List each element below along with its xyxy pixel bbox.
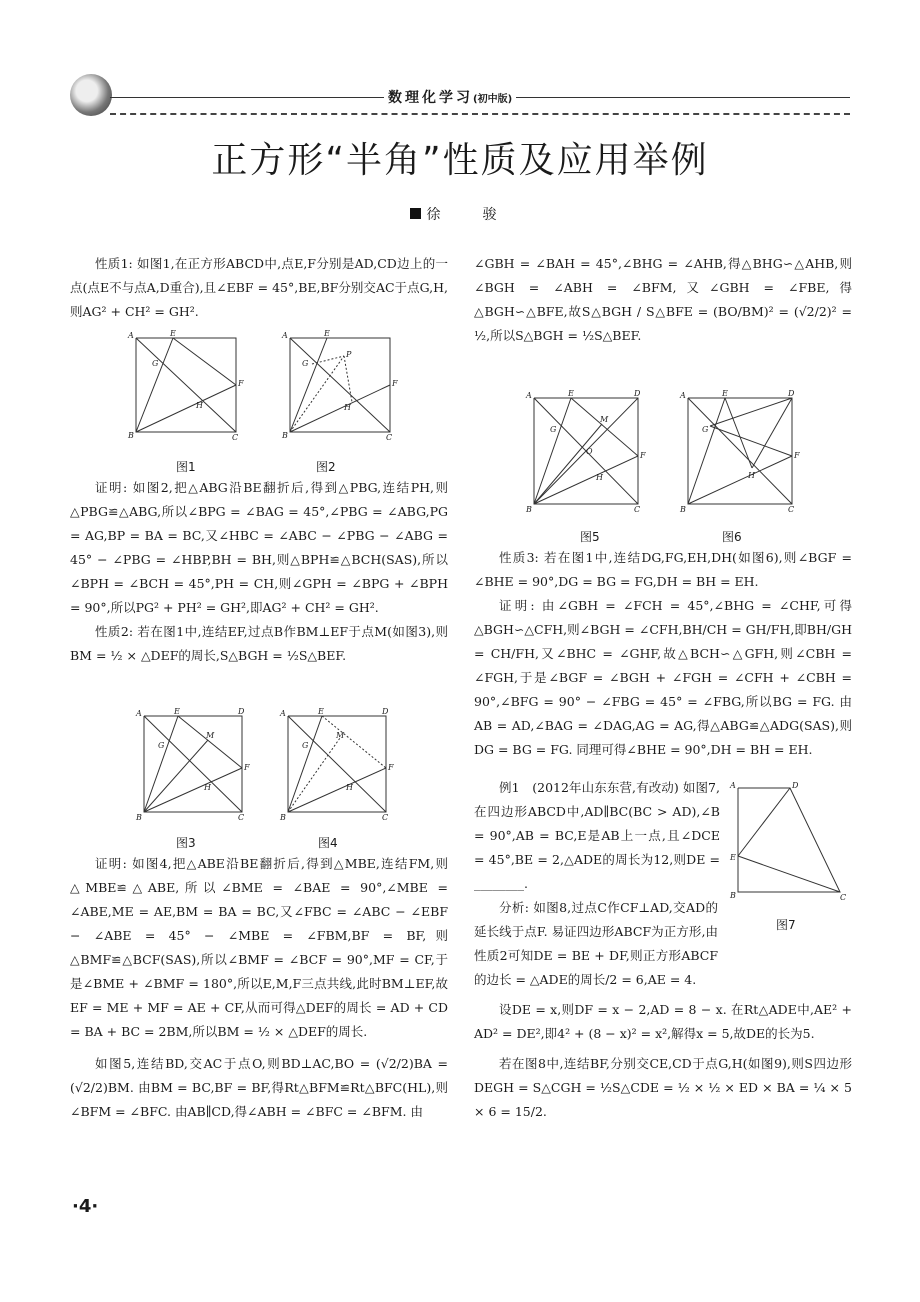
right-para-4: [474, 896, 852, 1124]
author-line: [0, 204, 920, 224]
svg-text:E: E: [170, 329, 176, 338]
magazine-edition: (初中版): [473, 94, 513, 105]
svg-text:E: E: [318, 707, 324, 716]
svg-text:C: C: [840, 893, 847, 902]
fig2-line-bf: [290, 385, 390, 432]
fig4-line-bm: [288, 738, 340, 812]
magazine-name: [384, 87, 516, 107]
left-para-1: [70, 252, 448, 324]
fig6-line-bf: [688, 456, 792, 504]
figure-6: [680, 388, 800, 513]
svg-text:B: B: [136, 813, 142, 822]
caption-fig1: 图1: [176, 460, 196, 474]
svg-text:B: B: [128, 431, 134, 440]
svg-text:C: C: [382, 813, 389, 822]
svg-text:H: H: [196, 401, 203, 410]
figure-1: [128, 330, 243, 440]
fig6-line-be: [688, 398, 725, 504]
svg-text:H: H: [748, 471, 755, 480]
svg-text:A: A: [136, 709, 142, 718]
magazine-logo-icon: [70, 74, 112, 116]
svg-text:G: G: [550, 425, 557, 434]
svg-text:E: E: [730, 853, 736, 862]
fig3-line-ef: [178, 716, 242, 768]
fig7-line-ed: [738, 788, 790, 856]
svg-text:B: B: [680, 505, 686, 514]
fig6-line-dh: [752, 398, 792, 468]
caption-fig7: 图7: [776, 918, 796, 932]
svg-text:F: F: [392, 379, 398, 388]
right-para-1: [474, 252, 852, 348]
fig6-line-dg: [710, 398, 792, 426]
fig5-line-bm: [534, 424, 602, 504]
solution-text: 设DE = x,则DF = x − 2,AD = 8 − x. 在Rt△ADE中,AE² + AD² = DE²,即4² + (8 − x)² = x²,解得x = 5,故DE的长为5.: [474, 1002, 852, 1041]
caption-fig6: 图6: [722, 530, 742, 544]
svg-text:F: F: [238, 379, 244, 388]
right-para-3: [474, 776, 720, 896]
figure-3: [136, 708, 251, 820]
svg-text:F: F: [388, 763, 394, 772]
svg-text:B: B: [280, 813, 286, 822]
page-number: ·4·: [72, 1196, 99, 1217]
svg-text:F: F: [794, 451, 800, 460]
fig1-line-ac: [136, 338, 236, 432]
left-para-3: [70, 852, 448, 1124]
proof-1-text: 证明: 如图2,把△ABG沿BE翻折后,得到△PBG,连结PH,则△PBG≌△ABG,所以∠BPG = ∠BAG = 45°,∠PBG = ∠ABG,PG = AG,BP = BA = BC,又∠HBC = ∠ABC − ∠PBG − ∠ABG = 45° − ∠PBG = ∠HBP,BH = BH,则△BPH≌△BCH(SAS),所以∠BPH = ∠BCH = 45°,PH = CH,则∠GPH = ∠BPG + ∠BPH = 90°,所以PG² + PH² = GH²,即AG² + CH² = GH².: [70, 480, 448, 615]
svg-text:D: D: [382, 707, 389, 716]
svg-text:A: A: [282, 331, 288, 340]
svg-text:H: H: [204, 783, 211, 792]
fig2-line-be: [290, 338, 327, 432]
svg-text:H: H: [346, 783, 353, 792]
svg-text:D: D: [634, 389, 641, 398]
fig4-line-ef: [322, 716, 386, 768]
svg-text:D: D: [788, 389, 795, 398]
svg-text:A: A: [128, 331, 134, 340]
fig1-line-bf: [136, 385, 236, 432]
fig4-line-bf: [288, 768, 386, 812]
square-bullet-icon: [410, 208, 421, 219]
svg-text:G: G: [158, 741, 165, 750]
proof-3-text: 证明: 由∠GBH = ∠FCH = 45°,∠BHG = ∠CHF,可得△BGH∽△CFH,则∠BGH = ∠CFH,BH/CH = GH/FH,即BH/GH = CH/FH,又∠BHC = ∠GHF,故△BCH∽△GFH,则∠CBH = ∠FGH,于是∠BGF = ∠BGH + ∠FGH = ∠CFH + ∠CBH = 90°,∠BFG = 90° − ∠FBG = 45° = ∠FBG,所以BG = FG. 由AB = AD,∠BAG = ∠DAG,AG = AG,得△ABG≌△ADG(SAS),则DG = BG = FG. 同理可得∠BHE = 90°,DH = BH = EH.: [474, 598, 852, 757]
fig2-line-ac: [290, 338, 390, 432]
fig5-line-be: [534, 398, 571, 504]
svg-text:F: F: [244, 763, 250, 772]
figure-4: [280, 708, 395, 820]
svg-text:M: M: [336, 731, 345, 740]
svg-text:D: D: [238, 707, 245, 716]
fig3-line-bf: [144, 768, 242, 812]
similarity-text: ∠GBH = ∠BAH = 45°,∠BHG = ∠AHB,得△BHG∽△AHB,则∠BGH = ∠ABH = ∠BFM,又∠GBH = ∠FBE,得△BGH∽△BFE,故S△BGH / S△BFE = (BO/BM)² = (√2/2)² = ½,所以S△BGH = ½S△BEF.: [474, 256, 852, 343]
svg-text:A: A: [730, 781, 736, 790]
svg-text:A: A: [680, 391, 686, 400]
fig1-line-ef: [173, 338, 236, 385]
example-1-text: 例1 (2012年山东东营,有改动) 如图7,在四边形ABCD中,AD∥BC(BC > AD),∠B = 90°,AB = BC,E是AB上一点,且∠DCE = 45°,BE = 2,△ADE的周长为12,则DE = ________.: [474, 780, 720, 891]
svg-text:B: B: [730, 891, 736, 900]
analysis-text: 分析: 如图8,过点C作CF⊥AD,交AD的延长线于点F. 易证四边形ABCF为正方形,由性质2可知DE = BE + DF,则正方形ABCF的边长 = △ADE的周长/2 = 6,AE = 4.: [474, 900, 718, 987]
caption-fig2: 图2: [316, 460, 336, 474]
figure-7: [728, 778, 852, 902]
svg-text:O: O: [586, 447, 593, 456]
fig5-discussion-text: 如图5,连结BD,交AC于点O,则BD⊥AC,BO = (√2/2)BA = (√2/2)BM. 由BM = BC,BF = BF,得Rt△BFM≌Rt△BFC(HL),则∠BFM = ∠BFC. 由AB∥CD,得∠ABH = ∠BFC = ∠BFM. 由: [70, 1056, 448, 1119]
svg-text:G: G: [152, 359, 159, 368]
header-dashed-rule: [110, 113, 850, 115]
svg-text:E: E: [568, 389, 574, 398]
svg-text:P: P: [346, 350, 352, 359]
svg-text:C: C: [232, 433, 239, 442]
svg-text:D: D: [792, 781, 799, 790]
extension-text: 若在图8中,连结BF,分别交CE,CD于点G,H(如图9),则S四边形DEGH = S△CGH = ½S△CDE = ½ × ½ × ED × BA = ¼ × 5 × 6 = 15/2.: [474, 1056, 852, 1119]
caption-fig3: 图3: [176, 836, 196, 850]
caption-fig4: 图4: [318, 836, 338, 850]
property-1-text: 性质1: 如图1,在正方形ABCD中,点E,F分别是AD,CD边上的一点(点E不与点A,D重合),且∠EBF = 45°,BE,BF分别交AC于点G,H,则AG² + CH² = GH².: [70, 256, 448, 319]
svg-text:C: C: [634, 505, 641, 514]
fig5-line-ef: [571, 398, 638, 456]
svg-text:C: C: [788, 505, 795, 514]
fig7-quadrilateral: [738, 788, 840, 892]
svg-text:C: C: [238, 813, 245, 822]
fig6-line-ac: [688, 398, 792, 504]
svg-text:M: M: [206, 731, 215, 740]
article-title: 正方形“半角”性质及应用举例: [211, 140, 709, 181]
svg-text:H: H: [344, 403, 351, 412]
svg-text:E: E: [722, 389, 728, 398]
left-para-2: [70, 476, 448, 668]
fig4-line-be: [288, 716, 322, 812]
property-2-text: 性质2: 若在图1中,连结EF,过点B作BM⊥EF于点M(如图3),则BM = ½ × △DEF的周长,S△BGH = ½S△BEF.: [70, 624, 448, 663]
svg-text:H: H: [596, 473, 603, 482]
svg-text:G: G: [702, 425, 709, 434]
svg-text:G: G: [302, 359, 309, 368]
svg-text:F: F: [640, 451, 646, 460]
svg-text:A: A: [280, 709, 286, 718]
proof-2-text: 证明: 如图4,把△ABE沿BE翻折后,得到△MBE,连结FM,则△MBE≌△ABE,所以∠BME = ∠BAE = 90°,∠MBE = ∠ABE,ME = AE,BM = BA = BC,又∠FBC = ∠ABC − ∠EBF − ∠ABE = 45° − ∠MBE = ∠FBM,BF = BF,则△BMF≌△BCF(SAS),所以∠BMF = ∠BCF = 90°,MF = CF,于是∠BME + ∠BMF = 180°,所以E,M,F三点共线,此时BM⊥EF,故EF = ME + MF = AE + CF,从而可得△DEF的周长 = AD + CD = BA + BC = 2BM,所以BM = ½ × △DEF的周长.: [70, 856, 448, 1039]
fig2-line-bp: [290, 356, 344, 432]
right-para-2: [474, 546, 852, 762]
fig3-line-be: [144, 716, 178, 812]
fig7-line-ec: [738, 856, 840, 892]
fig5-line-bf: [534, 456, 638, 504]
magazine-title: 数理化学习: [388, 90, 473, 106]
svg-text:E: E: [174, 707, 180, 716]
fig6-line-fg: [710, 426, 792, 456]
figure-2: [282, 330, 397, 440]
svg-text:B: B: [526, 505, 532, 514]
svg-text:E: E: [324, 329, 330, 338]
property-3-text: 性质3: 若在图1中,连结DG,FG,EH,DH(如图6),则∠BGF = ∠BHE = 90°,DG = BG = FG,DH = BH = EH.: [474, 550, 852, 589]
fig3-line-ac: [144, 716, 242, 812]
fig3-line-bm: [144, 740, 208, 812]
svg-text:C: C: [386, 433, 393, 442]
svg-text:A: A: [526, 391, 532, 400]
svg-text:G: G: [302, 741, 309, 750]
svg-text:B: B: [282, 431, 288, 440]
figure-5: [526, 388, 646, 513]
caption-fig5: 图5: [580, 530, 600, 544]
svg-text:M: M: [600, 415, 609, 424]
fig1-line-be: [136, 338, 173, 432]
author-name: 徐 骏: [426, 207, 511, 223]
